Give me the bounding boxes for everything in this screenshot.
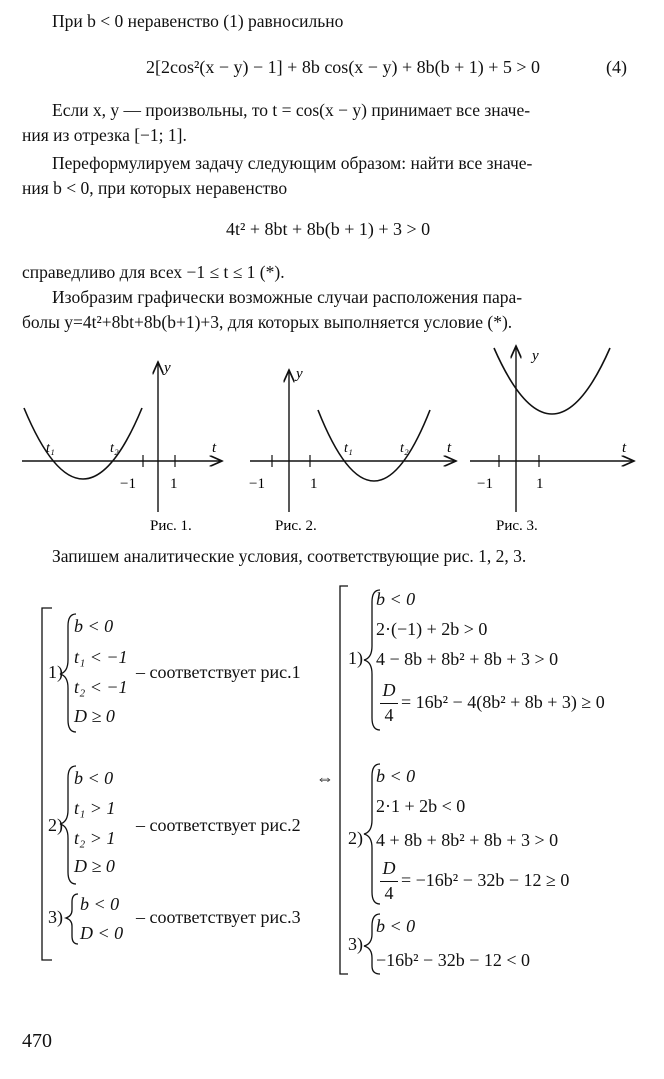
paragraph-intro: При b < 0 неравенство (1) равносильно [52,11,344,31]
figure-3-y-label: y [532,348,539,364]
parabola-figures [0,340,664,540]
figure-2-tick-neg-label: −1 [249,476,265,492]
figure-2-caption: Рис. 2. [275,518,317,534]
figure-1-caption: Рис. 1. [150,518,192,534]
right-case1-frac-den: 4 [384,705,394,725]
left-case3-line2: D < 0 [80,923,124,943]
page-number: 470 [22,1030,52,1052]
right-case1-frac-num: D [382,680,396,700]
left-case2-line4: D ≥ 0 [74,856,115,876]
paragraph-range-line1: Если x, y — произвольны, то t = cos(x − y) принимает все значе- [52,100,531,120]
paragraph-reformulate-line1: Переформулируем задачу следующим образом: найти все значе- [52,153,533,173]
figure-2-root1: t₁ [344,441,353,456]
left-case2-label: 2) [48,815,63,835]
paragraph-graphics-line2: болы y=4t²+8bt+8b(b+1)+3, для которых выполняется условие (*). [22,312,513,332]
right-case2-label: 2) [348,828,363,848]
figure-3-caption: Рис. 3. [496,518,538,534]
right-case1-frac-rest: = 16b² − 4(8b² + 8b + 3) ≥ 0 [401,692,605,712]
figure-2-y-label: y [296,366,303,382]
left-case1-line1: b < 0 [74,616,114,636]
left-case2-line3: t₂ > 1 [74,828,116,848]
figure-3 [470,346,634,534]
figure-3-tick-neg-label: −1 [477,476,493,492]
paragraph-analytic: Запишем аналитические условия, соответствующие рис. 1, 2, 3. [52,546,527,566]
equation-4: 2[2cos²(x − y) − 1] + 8b cos(x − y) + 8b(b + 1) + 5 > 0 [146,57,541,77]
left-case2-note: – соответствует рис.2 [136,815,301,835]
figure-1-y-label: y [164,360,171,376]
right-case1-line2: 2·(−1) + 2b > 0 [376,619,488,639]
left-case1-line2: t₁ < −1 [74,647,128,667]
left-case2-line1: b < 0 [74,768,114,788]
right-case1-line3: 4 − 8b + 8b² + 8b + 3 > 0 [376,649,559,669]
figure-3-tick-pos-label: 1 [536,476,544,492]
right-case3-line2: −16b² − 32b − 12 < 0 [376,950,531,970]
right-case2-frac-bar [380,881,398,882]
right-case2-line3: 4 + 8b + 8b² + 8b + 3 > 0 [376,830,559,850]
equation-4-number: (4) [606,57,627,77]
right-case3-line1: b < 0 [376,916,416,936]
equation-t: 4t² + 8bt + 8b(b + 1) + 3 > 0 [226,219,431,239]
right-case3-label: 3) [348,934,363,954]
right-case1-label: 1) [348,648,363,668]
figure-1-t-label: t [212,440,217,456]
figure-2-tick-pos-label: 1 [310,476,318,492]
right-case2-line1: b < 0 [376,766,416,786]
figure-1-root1: t₁ [46,441,55,456]
left-case1-line3: t₂ < −1 [74,677,128,697]
figure-1-tick-neg-label: −1 [120,476,136,492]
figure-2-t-label: t [447,440,452,456]
paragraph-range-line2: ния из отрезка [−1; 1]. [22,125,187,145]
left-case2-line2: t₁ > 1 [74,798,116,818]
figure-1-tick-pos-label: 1 [170,476,178,492]
right-case1-line1: b < 0 [376,589,416,609]
figure-2-root2: t₂ [400,441,409,456]
figure-1-root2: t₂ [110,441,119,456]
left-case3-line1: b < 0 [80,894,120,914]
figure-2 [249,366,456,534]
paragraph-for-all-t: справедливо для всех −1 ≤ t ≤ 1 (*). [22,262,285,282]
figure-3-parabola [494,348,610,414]
right-case2-line2: 2·1 + 2b < 0 [376,796,466,816]
right-case2-frac-num: D [382,858,396,878]
paragraph-graphics-line1: Изобразим графически возможные случаи расположения пара- [52,287,523,307]
left-case1-note: – соответствует рис.1 [136,662,301,682]
left-case3-note: – соответствует рис.3 [136,907,301,927]
left-case1-label: 1) [48,662,63,682]
paragraph-reformulate-line2: ния b < 0, при которых неравенство [22,178,288,198]
equivalence-sign: ⇔ [316,768,334,788]
figure-1 [22,360,222,534]
right-case1-frac-bar [380,703,398,704]
figure-1-parabola [24,408,142,479]
left-case3-label: 3) [48,907,63,927]
right-case2-frac-den: 4 [384,883,394,903]
right-case2-frac-rest: = −16b² − 32b − 12 ≥ 0 [401,870,570,890]
left-case1-line4: D ≥ 0 [74,706,115,726]
figure-2-parabola [318,410,430,481]
figure-3-t-label: t [622,440,627,456]
